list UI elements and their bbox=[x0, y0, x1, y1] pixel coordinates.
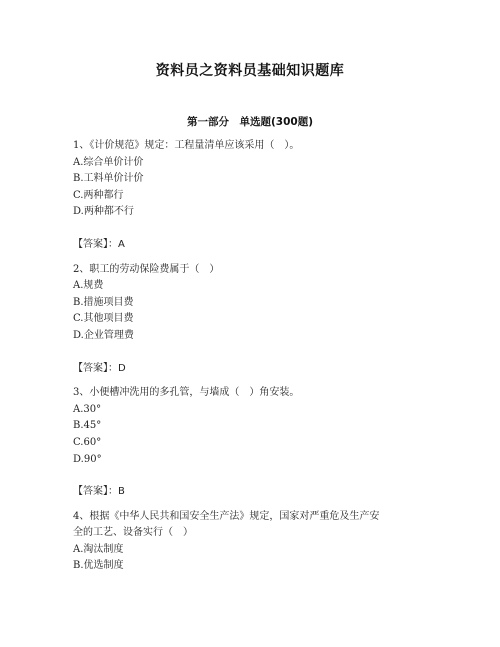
question-stem: 3、小便槽冲洗用的多孔管，与墙成（ ）角安装。 bbox=[73, 387, 300, 399]
option-a: A.综合单价计价 bbox=[73, 156, 144, 168]
option-d: D.企业管理费 bbox=[73, 329, 134, 341]
option-a: A.规费 bbox=[73, 280, 104, 292]
option-a: A.30° bbox=[73, 403, 102, 415]
question-stem-line-1: 4、根据《中华人民共和国安全生产法》规定，国家对严重危及生产安 bbox=[73, 510, 380, 522]
document-title: 资料员之资料员基础知识题库 bbox=[155, 63, 345, 79]
question-stem: 1、《计价规范》规定：工程量清单应该采用（ ）。 bbox=[73, 140, 300, 151]
answer-line: 【答案】：D bbox=[73, 362, 126, 374]
option-c: C.60° bbox=[73, 436, 102, 448]
question-stem-line-2: 全的工艺、设备实行（ ） bbox=[73, 527, 193, 539]
question-1 bbox=[73, 138, 433, 262]
option-b: B.优选制度 bbox=[73, 560, 124, 572]
question-4 bbox=[73, 509, 433, 575]
question-3 bbox=[73, 385, 433, 509]
option-d: D.90° bbox=[73, 453, 102, 465]
option-b: B.措施项目费 bbox=[73, 296, 134, 308]
question-stem: 2、职工的劳动保险费属于（ ） bbox=[73, 263, 220, 275]
section-heading: 第一部分 单选题(300题) bbox=[186, 116, 313, 128]
question-list bbox=[73, 138, 433, 575]
answer-line: 【答案】：A bbox=[73, 238, 125, 250]
option-c: C.其他项目费 bbox=[73, 313, 134, 325]
question-2 bbox=[73, 262, 433, 386]
option-b: B.45° bbox=[73, 420, 102, 432]
option-b: B.工料单价计价 bbox=[73, 173, 144, 185]
option-d: D.两种都不行 bbox=[73, 206, 134, 218]
answer-line: 【答案】：B bbox=[73, 486, 125, 498]
option-c: C.两种都行 bbox=[73, 189, 124, 201]
option-a: A.淘汰制度 bbox=[73, 543, 124, 555]
